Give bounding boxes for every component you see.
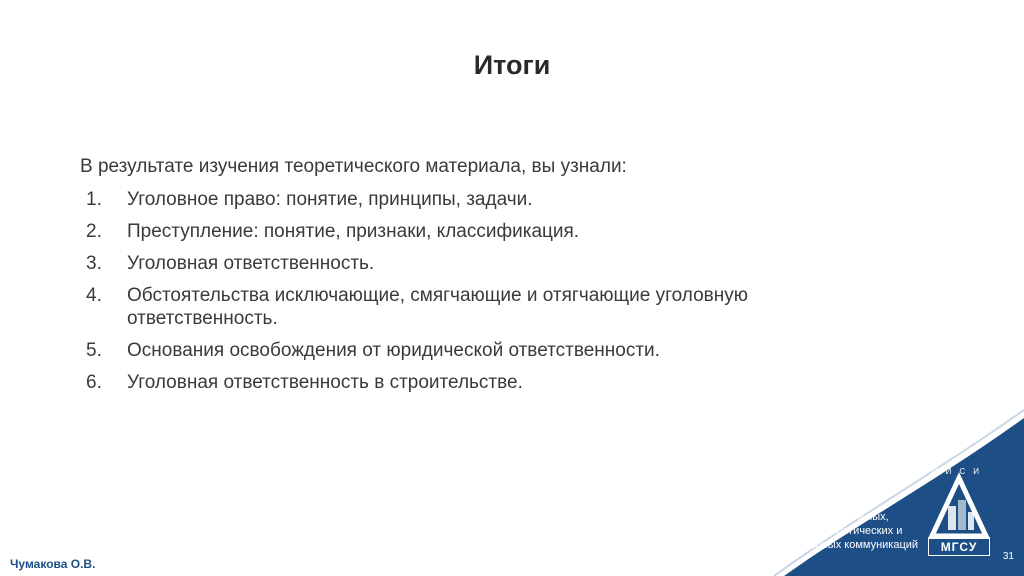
department-line: правовых коммуникаций <box>791 539 919 551</box>
list-item-number: 6. <box>86 372 102 393</box>
slide-title: Итоги <box>473 50 551 80</box>
author-name: Чумакова О.В. <box>10 557 96 571</box>
list-item-text: Уголовная ответственность. <box>127 253 375 274</box>
list-item <box>80 339 860 362</box>
list-item-number: 5. <box>86 340 102 361</box>
list-item <box>80 284 860 330</box>
page-number: 31 <box>1002 551 1014 562</box>
department-line: Социальных, <box>821 511 889 523</box>
department-line: Кафедра <box>831 497 879 509</box>
list-item <box>80 188 860 211</box>
list-item <box>80 371 860 394</box>
list-item-number: 4. <box>86 285 102 306</box>
department-label <box>760 496 950 552</box>
intro-text: В результате изучения теоретического материала, вы узнали: <box>80 156 627 177</box>
summary-list <box>80 188 860 403</box>
list-item-number: 2. <box>86 221 102 242</box>
department-line: психологических и <box>807 525 903 537</box>
list-item <box>80 252 860 275</box>
logo-top-text: МИСИ <box>931 467 987 476</box>
list-item-number: 3. <box>86 253 102 274</box>
list-item-text: Уголовное право: понятие, принципы, задачи. <box>127 189 533 210</box>
list-item-text: Обстоятельства исключающие, смягчающие и отягчающие уголовную ответственность. <box>127 285 748 329</box>
logo-text: МГСУ <box>940 540 978 554</box>
list-item-text: Уголовная ответственность в строительстве. <box>127 372 523 393</box>
list-item-text: Основания освобождения от юридической ответственности. <box>127 340 660 361</box>
list-item <box>80 220 860 243</box>
list-item-text: Преступление: понятие, признаки, классификация. <box>127 221 580 242</box>
list-item-number: 1. <box>86 189 102 210</box>
